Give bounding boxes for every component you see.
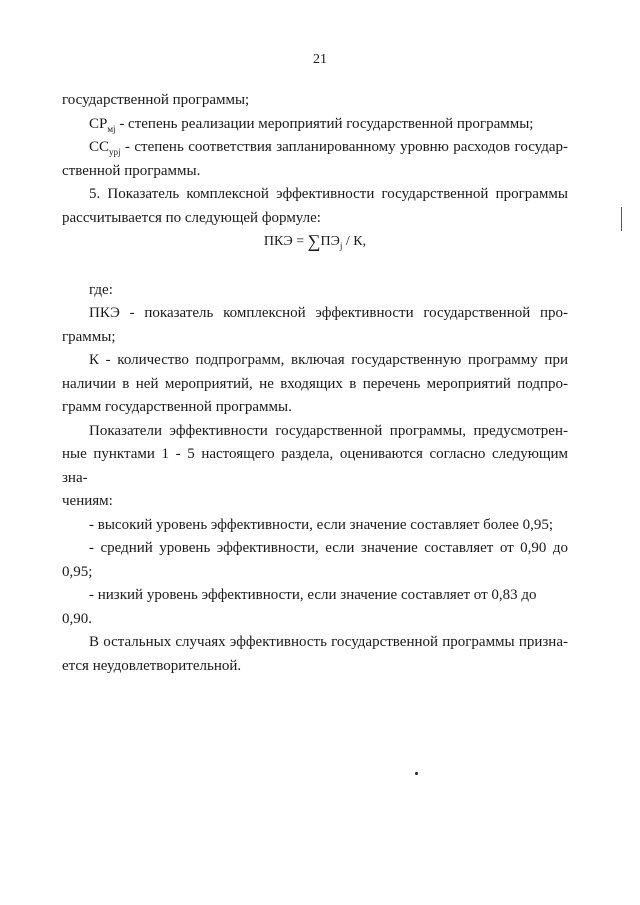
page-number: 21 (313, 52, 327, 67)
document-body (62, 89, 568, 678)
text-line: К - количество подпрограмм, включая государственную программу при (89, 352, 568, 368)
text-line: 0,95; (62, 563, 93, 580)
text-line: ется неудовлетворительной. (62, 657, 242, 674)
symbol-cp: СР (89, 115, 108, 132)
text-line: В остальных случаях эффективность государственной программы призна- (89, 634, 568, 650)
text-line: государственной программы; (62, 92, 250, 108)
text-line: - высокий уровень эффективности, если значение составляет более 0,95; (89, 516, 554, 533)
formula-term: ПЭ (320, 234, 340, 249)
text-line: граммы; (62, 328, 116, 345)
text-line: - низкий уровень эффективности, если значение составляет от 0,83 до 0,90. (62, 587, 537, 627)
text-line: 5. Показатель комплексной эффективности государственной программы (89, 186, 568, 202)
scan-artifact-dot (415, 772, 418, 775)
text-line: ПКЭ - показатель комплексной эффективности государственной про- (89, 305, 568, 321)
scan-artifact-mark (621, 207, 622, 231)
definition-cp (62, 113, 568, 137)
symbol-cc: СС (89, 139, 110, 155)
formula (62, 230, 568, 254)
text-line: чениям: (62, 493, 113, 509)
symbol-cp-subscript: мj (107, 123, 116, 134)
formula-lhs: ПКЭ = (263, 234, 308, 249)
formula-subscript: j (339, 240, 343, 251)
definition-cc (62, 136, 568, 160)
sum-symbol: ∑ (307, 231, 321, 251)
text-line: ные пунктами 1 - 5 настоящего раздела, оцениваются согласно следующим зна- (62, 446, 568, 486)
text-line: рассчитывается по следующей формуле: (62, 209, 321, 226)
text-line: где: (89, 281, 113, 298)
definition-cc-text: - степень соответствия запланированному уровню расходов государ- (120, 139, 568, 155)
symbol-cc-subscript: урj (109, 147, 121, 157)
formula-rhs: / К, (342, 234, 367, 249)
text-line: ственной программы. (62, 162, 201, 179)
definition-cp-text: - степень реализации мероприятий государственной программы; (115, 115, 534, 132)
text-line: грамм государственной программы. (62, 399, 292, 415)
text-line: - средний уровень эффективности, если значение составляет от 0,90 до (89, 540, 568, 556)
text-line: Показатели эффективности государственной программы, предусмотрен- (89, 422, 568, 439)
text-line: наличии в ней мероприятий, не входящих в перечень мероприятий подпро- (62, 375, 568, 392)
